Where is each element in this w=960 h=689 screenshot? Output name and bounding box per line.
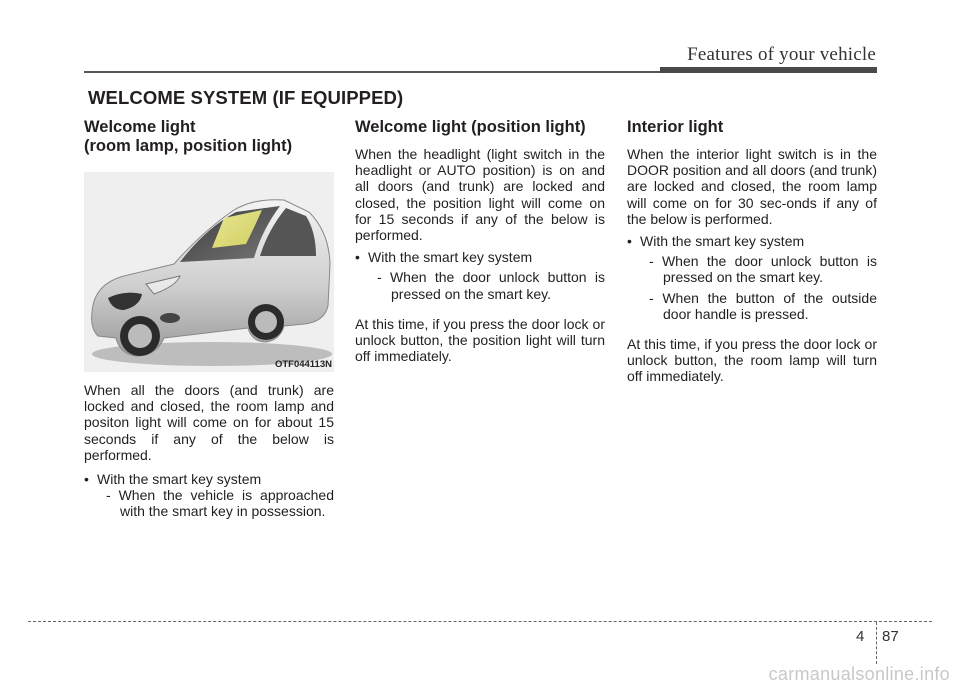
heading-line-2: (room lamp, position light) [84,137,293,155]
paragraph: At this time, if you press the door lock or unlock button, the room lamp will turn off immediately. [627,336,877,385]
chapter-number: 4 [856,628,865,645]
watermark: carmanualsonline.info [768,664,950,684]
sub-item: - When the door unlock button is pressed on the smart key. [649,253,877,286]
bullet-item: • With the smart key system [627,233,877,249]
running-header: Features of your vehicle [687,44,876,65]
car-illustration [84,172,334,372]
column-welcome-position-light [355,118,605,364]
sub-item: - When the vehicle is approached with the smart key in possession. [106,487,334,520]
sub-item: - When the button of the outside door handle is pressed. [649,289,877,322]
page-separator [876,622,877,664]
bullet-item: • With the smart key system [84,471,334,487]
sub-item: - When the door unlock button is pressed on the smart key. [377,269,605,302]
paragraph: When all the doors (and trunk) are locked and closed, the room lamp and positon light will come on for about 15 seconds if any of the below is performed. [84,382,334,463]
heading-line-1: Welcome light [84,118,196,136]
page-number: 87 [882,628,899,645]
footer-rule [28,621,932,622]
paragraph: When the headlight (light switch in the headlight or AUTO position) is on and all doors (and trunk) are locked and closed, the position light will come on for 15 seconds if any of the below is performed. [355,146,605,244]
paragraph: When the interior light switch is in the DOOR position and all doors (and trunk) are locked and closed, the room lamp will come on for 30 sec-onds if any of the below is performed. [627,146,877,227]
bullet-item: • With the smart key system [355,249,605,265]
heading-position-light: Welcome light (position light) [355,118,586,136]
header-rule-accent [660,67,877,73]
car-drawing [84,172,334,372]
section-title: WELCOME SYSTEM (IF EQUIPPED) [88,87,404,108]
heading-welcome-light [84,118,334,156]
column-welcome-light [84,118,334,520]
header-rule [84,71,660,73]
column-interior-light [627,118,877,385]
figure-code: OTF044113N [274,359,332,370]
heading-interior-light: Interior light [627,118,724,136]
paragraph: At this time, if you press the door lock or unlock button, the position light will turn off immediately. [355,315,605,365]
